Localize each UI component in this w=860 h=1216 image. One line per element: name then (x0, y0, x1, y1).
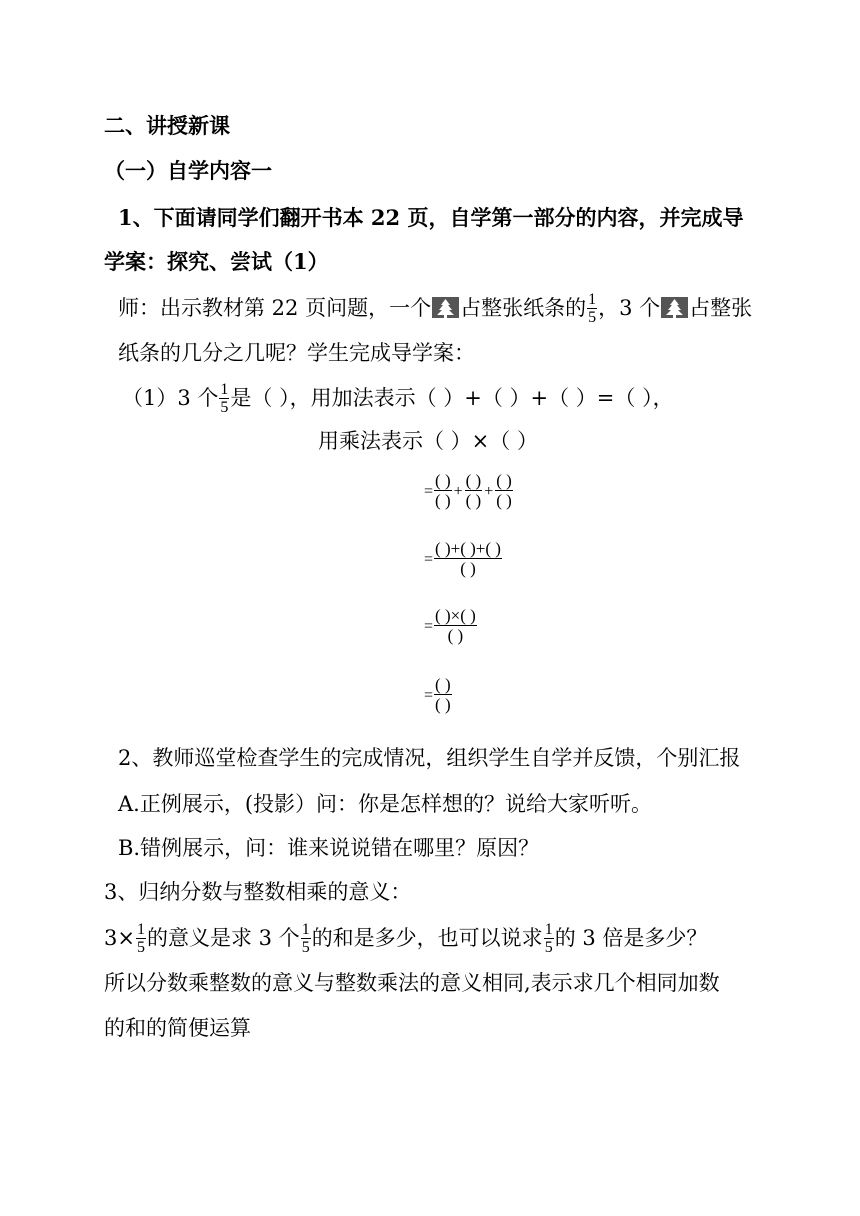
blank-denominator: ( ) (465, 491, 482, 510)
step3-heading: 3、归纳分数与整数相乘的意义： (104, 880, 412, 904)
teacher-text-c: ，3 个 (598, 296, 661, 320)
product-fraction (434, 606, 477, 645)
blank-numerator: ( ) (465, 471, 482, 490)
step2-positive-example: A.正例展示，(投影）问：你是怎样想的？说给大家听听。 (118, 792, 653, 816)
teacher-text-d: 占整张 (689, 296, 753, 320)
meaning-text-c: 的和是多少，也可以说求 (311, 926, 543, 950)
question-1-text: 是（ ），用加法表示（ ）+（ ）+（ ）=（ ）， (230, 386, 674, 410)
fraction-denominator: 5 (544, 939, 553, 956)
blank-fraction (465, 471, 483, 510)
blank-denominator: ( ) (435, 491, 451, 510)
blank-fraction (495, 471, 513, 510)
equation-step-1 (424, 472, 514, 511)
fraction-numerator: 1 (301, 921, 310, 938)
sum-numerator: ( )+( )+( ) (435, 539, 501, 558)
fraction-one-fifth (544, 921, 554, 956)
tree-icon (661, 297, 688, 318)
sub-heading: （一）自学内容一 (104, 158, 272, 183)
question-1 (122, 382, 674, 417)
result-numerator: ( ) (435, 675, 451, 694)
question-1-multiplication: 用乘法表示（ ）×（ ） (318, 429, 538, 453)
equation-step-2 (424, 540, 503, 579)
fraction-one-fifth (136, 921, 146, 956)
plus-sign: + (453, 482, 463, 500)
fraction-one-fifth (587, 291, 597, 326)
fraction-numerator: 1 (136, 921, 145, 938)
sum-fraction (434, 539, 502, 578)
fraction-denominator: 5 (301, 939, 310, 956)
step1-line1: 1、下面请同学们翻开书本 22 页，自学第一部分的内容，并完成导 (118, 205, 744, 230)
meaning-statement (104, 922, 707, 957)
step2-text: 2、教师巡堂检查学生的完成情况，组织学生自学并反馈，个别汇报 (118, 746, 741, 770)
meaning-text-a: 3× (104, 926, 135, 950)
blank-fraction (434, 471, 452, 510)
result-denominator: ( ) (435, 695, 451, 714)
sum-denominator: ( ) (460, 559, 476, 578)
teacher-text-a: 师：出示教材第 22 页问题，一个 (118, 296, 432, 320)
equals-sign: = (424, 617, 434, 635)
meaning-text-d: 的 3 倍是多少？ (554, 926, 708, 950)
fraction-denominator: 5 (220, 399, 229, 416)
product-numerator: ( )×( ) (435, 606, 476, 625)
step2-wrong-example: B.错例展示，问：谁来说说错在哪里？原因？ (118, 836, 540, 860)
blank-numerator: ( ) (435, 471, 451, 490)
product-denominator: ( ) (447, 626, 464, 645)
meaning-text-b: 的意义是求 3 个 (146, 926, 300, 950)
blank-numerator: ( ) (496, 471, 512, 490)
fraction-numerator: 1 (544, 921, 553, 938)
fraction-numerator: 1 (588, 291, 597, 308)
result-fraction (434, 675, 452, 714)
fraction-denominator: 5 (136, 939, 145, 956)
blank-denominator: ( ) (496, 491, 512, 510)
conclusion-line2: 的和的简便运算 (104, 1016, 251, 1040)
question-1-prefix: （1）3 个 (122, 386, 219, 410)
equals-sign: = (424, 550, 434, 568)
fraction-denominator: 5 (588, 309, 597, 326)
tree-icon (432, 297, 459, 318)
teacher-text-b: 占整张纸条的 (460, 296, 587, 320)
equals-sign: = (424, 686, 434, 704)
equation-step-3 (424, 607, 478, 646)
teacher-question-line2: 纸条的几分之几呢？学生完成导学案： (118, 341, 475, 365)
plus-sign: + (484, 482, 494, 500)
fraction-one-fifth (219, 381, 229, 416)
equals-sign: = (424, 482, 434, 500)
conclusion-line1: 所以分数乘整数的意义与整数乘法的意义相同,表示求几个相同加数 (104, 971, 720, 995)
section-heading: 二、讲授新课 (104, 113, 230, 138)
step1-line2: 学案：探究、尝试（1） (104, 249, 329, 274)
fraction-one-fifth (301, 921, 311, 956)
equation-step-4 (424, 676, 453, 715)
teacher-question-line1 (118, 292, 752, 327)
fraction-numerator: 1 (220, 381, 229, 398)
